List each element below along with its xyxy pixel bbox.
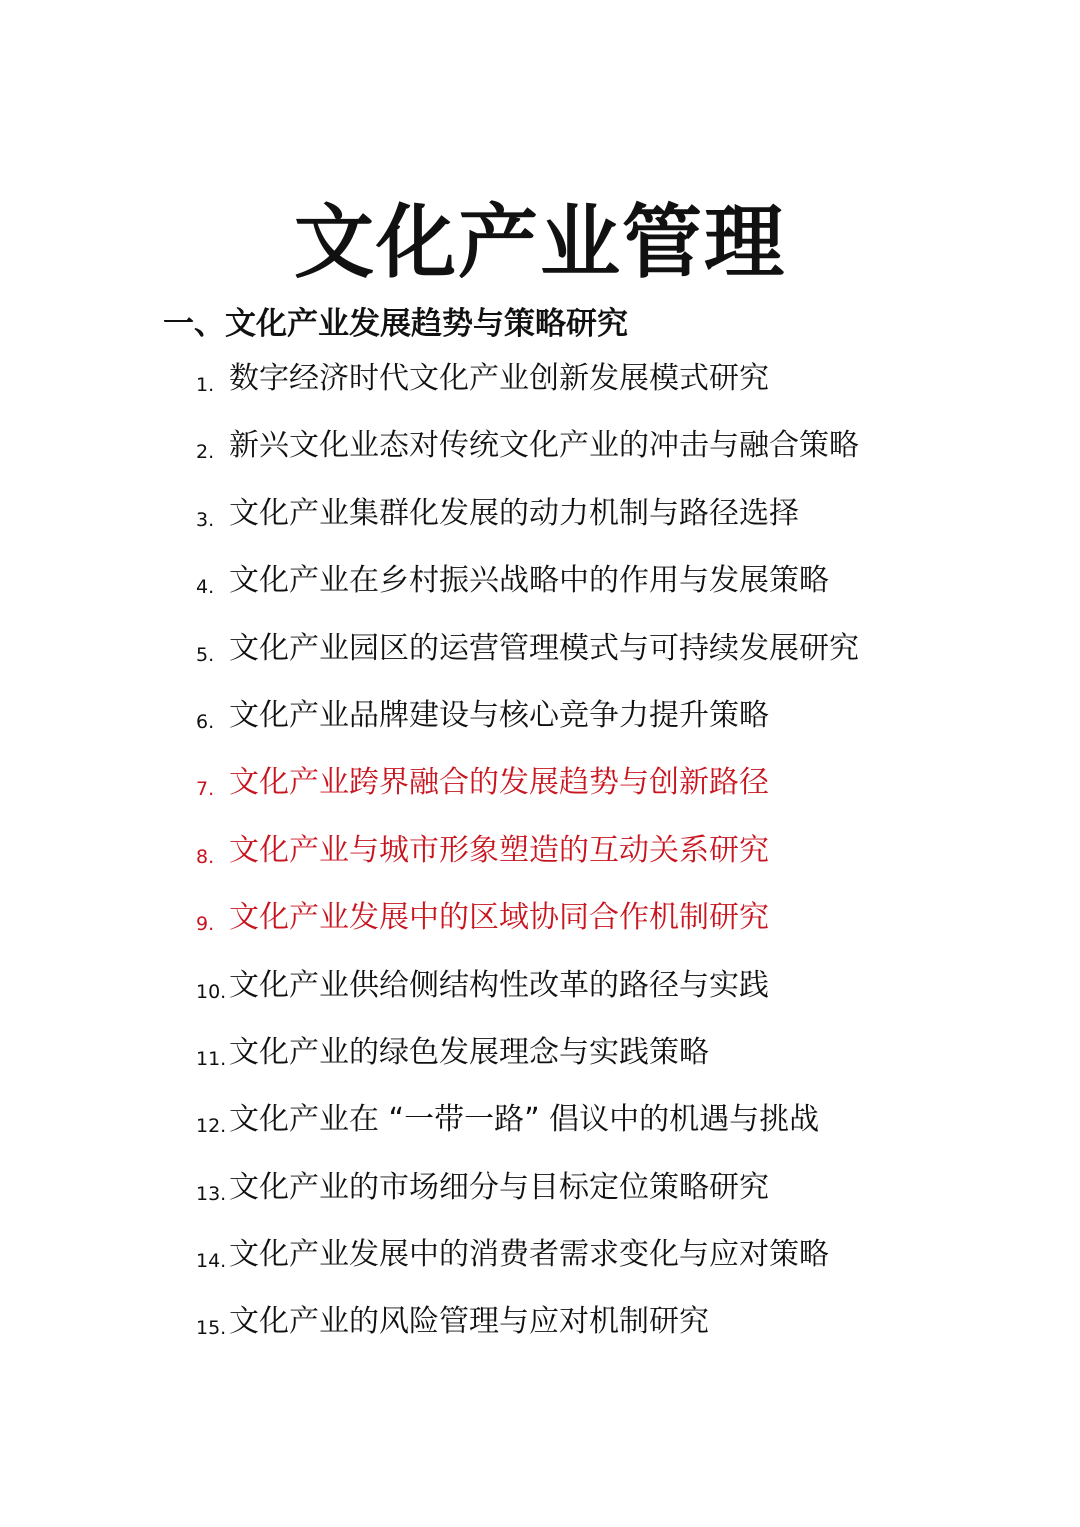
list-item (0, 1166, 1080, 1233)
list-item-number: 15. (196, 1317, 227, 1340)
list-item-number: 12. (196, 1115, 227, 1138)
list-item (0, 424, 1080, 491)
list-item-number: 5. (196, 643, 215, 666)
list-item (0, 1031, 1080, 1098)
list-item-number: 1. (196, 374, 215, 396)
list-item-text: 文化产业跨界融合的发展趋势与创新路径 (229, 765, 769, 801)
list-item (0, 1300, 1080, 1367)
list-item-text: 文化产业品牌建设与核心竞争力提升策略 (229, 697, 769, 733)
list-item (0, 896, 1080, 963)
list-item-text: 文化产业在 “一带一路” 倡议中的机遇与挑战 (229, 1102, 820, 1138)
list-item (0, 559, 1080, 626)
list-item (0, 492, 1080, 559)
list-item-text: 文化产业园区的运营管理模式与可持续发展研究 (229, 630, 859, 666)
list-item-text: 文化产业集群化发展的动力机制与路径选择 (229, 495, 799, 531)
list-item-number: 11. (196, 1047, 227, 1070)
list-item-number: 6. (196, 710, 215, 733)
list-item-text: 数字经济时代文化产业创新发展模式研究 (229, 361, 769, 396)
list-item-text: 文化产业的绿色发展理念与实践策略 (229, 1034, 709, 1070)
list-item-text: 文化产业的市场细分与目标定位策略研究 (229, 1169, 769, 1205)
list-item-number: 7. (196, 778, 215, 801)
list-item-number: 10. (196, 980, 227, 1003)
list-item (0, 627, 1080, 694)
list-item-text: 文化产业的风险管理与应对机制研究 (229, 1304, 709, 1340)
topic-list (0, 357, 1080, 1368)
list-item-number: 13. (196, 1182, 227, 1205)
list-item-number: 4. (196, 576, 215, 599)
list-item-number: 3. (196, 508, 215, 531)
list-item (0, 964, 1080, 1031)
list-item-text: 新兴文化业态对传统文化产业的冲击与融合策略 (229, 428, 859, 464)
list-item-text: 文化产业在乡村振兴战略中的作用与发展策略 (229, 563, 829, 599)
list-item-number: 8. (196, 845, 215, 868)
list-item (0, 694, 1080, 761)
list-item (0, 1233, 1080, 1300)
list-item-number: 2. (196, 441, 215, 464)
list-item-number: 14. (196, 1250, 227, 1273)
list-item (0, 829, 1080, 896)
list-item (0, 357, 1080, 424)
list-item-text: 文化产业与城市形象塑造的互动关系研究 (229, 832, 769, 868)
list-item (0, 1098, 1080, 1165)
section-heading: 一、文化产业发展趋势与策略研究 (163, 305, 628, 342)
list-item-text: 文化产业发展中的区域协同合作机制研究 (229, 900, 769, 936)
list-item-number: 9. (196, 913, 215, 936)
page-title: 文化产业管理 (294, 194, 786, 289)
list-item-text: 文化产业供给侧结构性改革的路径与实践 (229, 967, 769, 1003)
list-item-text: 文化产业发展中的消费者需求变化与应对策略 (229, 1237, 829, 1273)
list-item (0, 761, 1080, 828)
